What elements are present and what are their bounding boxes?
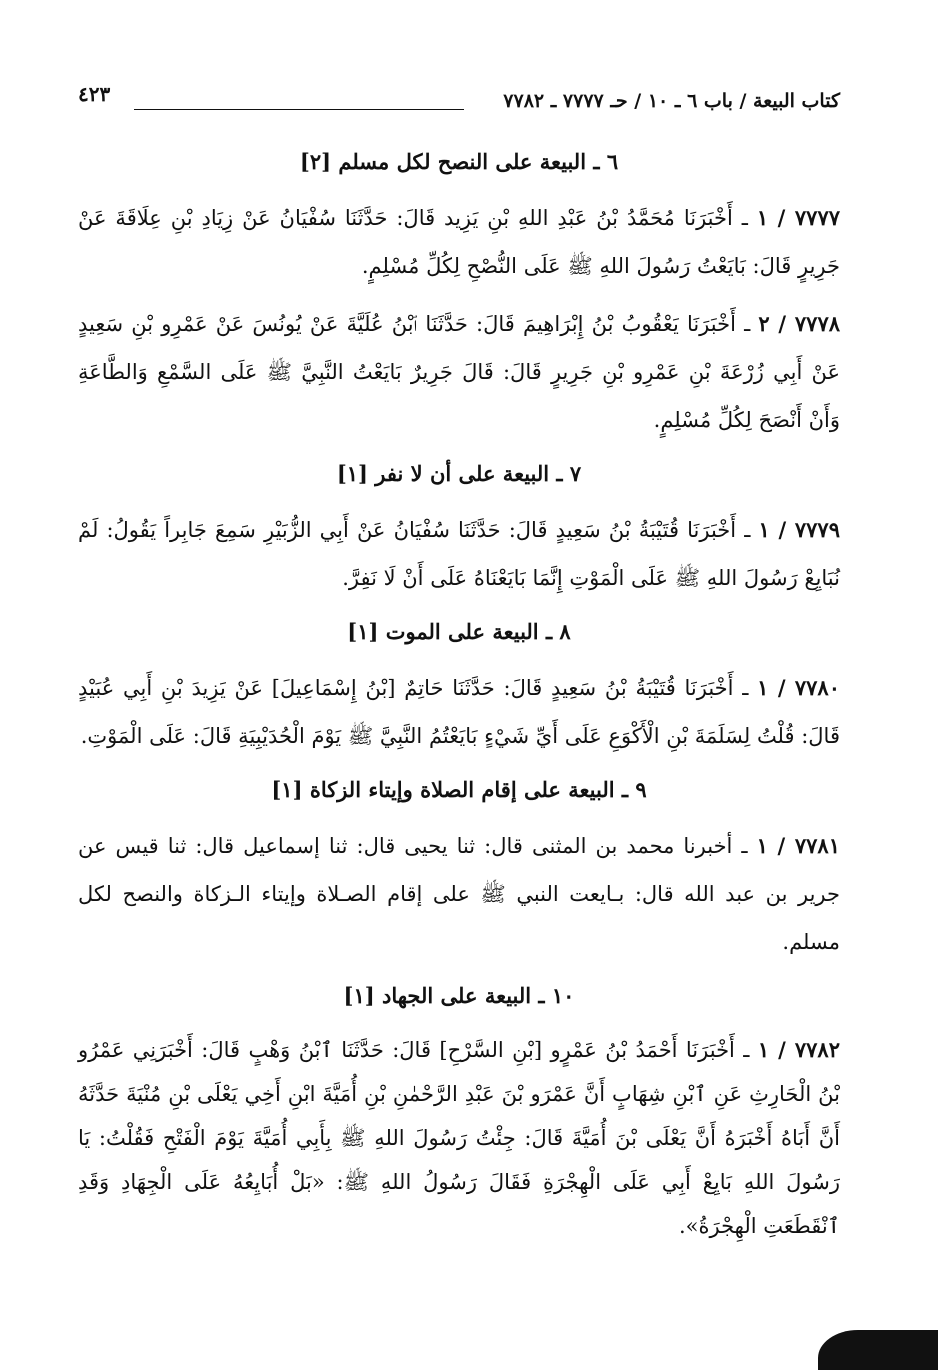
hadith-paragraph: [78, 194, 840, 290]
section-title: ٩ ـ البيعة على إقام الصلاة وإيتاء الزكاة [١]: [271, 777, 647, 802]
hadith-text: ـ أَخْبَرَنَا مُحَمَّدُ بْنُ عَبْدِ اللهِ بْنِ يَزِيد قَالَ: حَدَّثَنَا سُفْيَانُ عَنْ زِيَادِ بْنِ عِلَاقَةَ عَنْ جَرِيرٍ قَالَ: بَايَعْتُ رَسُولَ اللهِ ﷺ عَلَى النُّصْحِ لِكُلِّ مُسْلِمٍ.: [78, 206, 840, 278]
section-title: ٨ ـ البيعة على الموت [١]: [347, 619, 571, 644]
hadith-text: ـ أَخْبَرَنَا أَحْمَدُ بْنُ عَمْرٍو [بْنِ السَّرْحِ] قَالَ: حَدَّثَنَا ٱبْنُ وَهْبٍ قَالَ: أَخْبَرَنِي عَمْرُو بْنُ الْحَارِثِ عَنِ ٱبْنِ شِهَابٍ أَنَّ عَمْرَو بْنَ عَبْدِ الرَّحْمٰنِ بْنِ أُمَيَّةَ ابْنِ أَخِي يَعْلَى بْنِ مُنْيَةَ حَدَّثَهُ أَنَّ أَبَاهُ أَخْبَرَهُ أَنَّ يَعْلَى بْنَ أُمَيَّةَ قَالَ: جِئْتُ رَسُولَ اللهِ ﷺ بِأَبِي أُمَيَّةَ يَوْمَ الْفَتْحِ فَقُلْتُ: يَا رَسُولَ اللهِ بَايِعْ أَبِي عَلَى الْهِجْرَةِ فَقَالَ رَسُولُ اللهِ ﷺ: «بَلْ أُبَايِعُهُ عَلَى الْجِهَادِ وَقَدِ ٱنْقَطَعَتِ الْهِجْرَةُ».: [78, 1038, 840, 1238]
hadith-paragraph: [78, 1028, 840, 1248]
hadith-paragraph: [78, 822, 840, 966]
hadith-text: ـ أَخْبَرَنَا قُتَيْبَةُ بْنُ سَعِيدٍ قَالَ: حَدَّثَنَا سُفْيَانُ عَنْ أَبِي الزُّبَيْرِ سَمِعَ جَابِراً يَقُولُ: لَمْ نُبَايِعْ رَسُولَ اللهِ ﷺ عَلَى الْمَوْتِ إِنَّمَا بَايَعْنَاهُ عَلَى أَنْ لَا نَفِرَّ.: [78, 518, 840, 590]
hadith-text: ـ أخبرنا محمد بن المثنى قال: ثنا يحيى قال: ثنا إسماعيل قال: ثنا قيس عن جرير بن عبد الله قال: بـايعت النبي ﷺ على إقام الصـلاة وإيتاء الـزكاة والنصح لكل مسلم.: [78, 834, 840, 954]
hadith-paragraph: [78, 300, 840, 444]
section-title: ٦ ـ البيعة على النصح لكل مسلم [٢]: [299, 149, 619, 174]
hadith-number: ٧٧٧٧ / ١: [756, 205, 841, 230]
section-7: [78, 454, 840, 602]
scan-shadow: [818, 1330, 938, 1370]
hadith-number: ٧٧٨١ / ١: [756, 833, 840, 858]
section-8: [78, 612, 840, 760]
section-10: [78, 976, 840, 1248]
hadith-text: ـ أَخْبَرَنَا قُتَيْبَةُ بْنُ سَعِيدٍ قَالَ: حَدَّثَنَا حَاتِمٌ [بْنُ إِسْمَاعِيلَ] عَنْ يَزِيدَ بْنِ أَبِي عُبَيْدٍ قَالَ: قُلْتُ لِسَلَمَةَ بْنِ الْأَكْوَعِ عَلَى أَيِّ شَيْءٍ بَايَعْتُمُ النَّبِيَّ ﷺ يَوْمَ الْحُدَيْبِيَةِ قَالَ: عَلَى الْمَوْتِ.: [78, 676, 840, 748]
hadith-number: ٧٧٧٨ / ٢: [758, 311, 841, 336]
page-content: [78, 138, 840, 1258]
hadith-text: ـ أَخْبَرَنَا يَعْقُوبُ بْنُ إِبْرَاهِيمَ قَالَ: حَدَّثَنَا ٱبْنُ عُلَيَّةَ عَنْ يُونُسَ عَنْ عَمْرِو بْنِ سَعِيدٍ عَنْ أَبِي زُرْعَةَ بْنِ عَمْرِو بْنِ جَرِيرٍ قَالَ: قَالَ جَرِيرٌ بَايَعْتُ النَّبِيَّ ﷺ عَلَى السَّمْعِ وَالطَّاعَةِ وَأَنْ أَنْصَحَ لِكُلِّ مُسْلِمٍ.: [78, 312, 840, 432]
header-rule-line: [134, 109, 464, 110]
page-number: ٤٢٣: [78, 82, 111, 106]
hadith-number: ٧٧٨٢ / ١: [757, 1037, 840, 1062]
hadith-number: ٧٧٨٠ / ١: [757, 675, 840, 700]
section-6: [78, 142, 840, 444]
hadith-paragraph: [78, 664, 840, 760]
section-title: ٧ ـ البيعة على أن لا نفر [١]: [336, 461, 582, 486]
section-title: ١٠ ـ البيعة على الجهاد [١]: [343, 983, 575, 1008]
hadith-number: ٧٧٧٩ / ١: [758, 517, 840, 542]
running-header: [78, 82, 840, 120]
section-9: [78, 770, 840, 966]
header-title: كتاب البيعة / باب ٦ ـ ١٠ / حـ ٧٧٧٧ ـ ٧٧٨٢: [503, 90, 840, 112]
hadith-paragraph: [78, 506, 840, 602]
